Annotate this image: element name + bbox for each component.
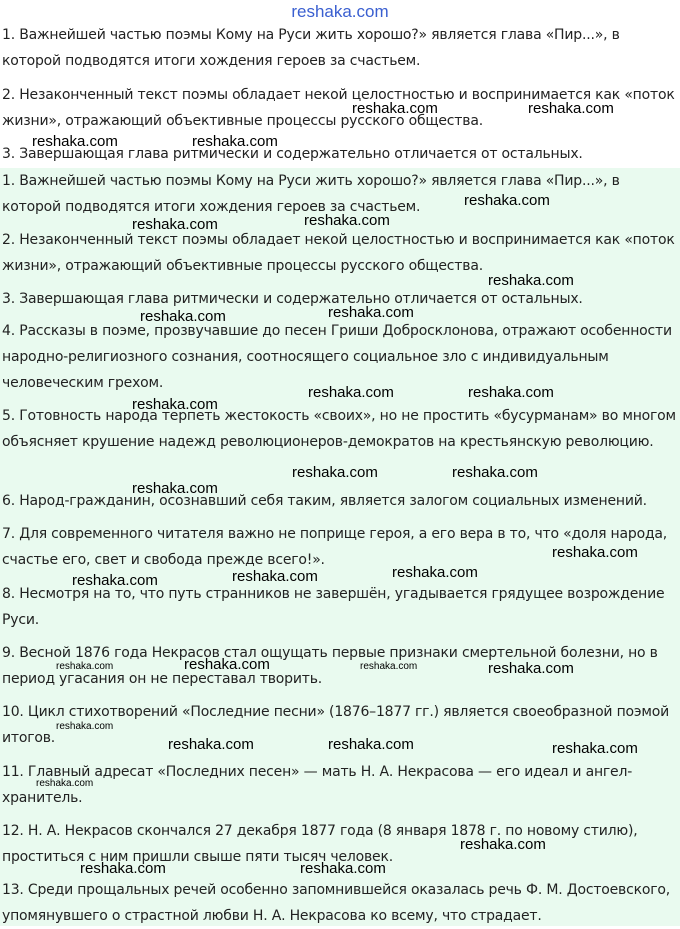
watermark: reshaka.com <box>72 572 158 589</box>
watermark: reshaka.com <box>56 721 114 732</box>
paragraph-6: 6. Народ-гражданин, осознавший себя таким, является залогом социальных изменений. <box>2 493 647 509</box>
watermark: reshaka.com <box>168 736 254 753</box>
watermark: reshaka.com <box>328 736 414 753</box>
watermark: reshaka.com <box>460 836 546 853</box>
watermark: reshaka.com <box>184 656 270 673</box>
watermark: reshaka.com <box>192 133 278 150</box>
watermark: reshaka.com <box>140 308 226 325</box>
watermark: reshaka.com <box>464 192 550 209</box>
paragraph-4: 4. Рассказы в поэме, прозвучавшие до песен Гриши Добросклонова, отражают особенности народно-религиозного сознания, соотносящего социальное зло с индивидуальным человеческим грехом. <box>2 323 672 391</box>
watermark: reshaka.com <box>232 568 318 585</box>
top-paragraph-1: 1. Важнейшей частью поэмы Кому на Руси жить хорошо?» является глава «Пир...», в которой подводятся итоги хождения героев за счастьем. <box>2 27 620 69</box>
paragraph-10: 10. Цикл стихотворений «Последние песни» (1876–1877 гг.) является своеобразной поэмой итогов. <box>2 704 670 746</box>
watermark: reshaka.com <box>488 272 574 289</box>
watermark: reshaka.com <box>308 384 394 401</box>
site-title[interactable]: reshaka.com <box>291 2 389 21</box>
top-paragraph-2: 2. Незаконченный текст поэмы обладает некой целостностью и воспринимается как «поток жизни», отражающий объективные процессы русского общества. <box>2 87 675 129</box>
watermark: reshaka.com <box>132 216 218 233</box>
watermark: reshaka.com <box>528 100 614 117</box>
paragraph-2: 2. Незаконченный текст поэмы обладает некой целостностью и воспринимается как «поток жизни», отражающий объективные процессы русского общества. <box>2 232 675 274</box>
watermark: reshaka.com <box>392 564 478 581</box>
watermark: reshaka.com <box>292 464 378 481</box>
watermark: reshaka.com <box>552 740 638 757</box>
watermark: reshaka.com <box>132 396 218 413</box>
paragraph-13: 13. Среди прощальных речей особенно запомнившейся оказалась речь Ф. М. Достоевского, упомянувшего о страстной любви Н. А. Некрасова ко всему, что страдает. <box>2 882 670 924</box>
watermark: reshaka.com <box>56 661 114 672</box>
watermark: reshaka.com <box>328 304 414 321</box>
watermark: reshaka.com <box>360 661 418 672</box>
paragraph-9: 9. Весной 1876 года Некрасов стал ощущать первые признаки смертельной болезни, но в период угасания он не переставал творить. <box>2 645 658 687</box>
watermark: reshaka.com <box>132 480 218 497</box>
watermark: reshaka.com <box>32 133 118 150</box>
watermark: reshaka.com <box>488 660 574 677</box>
watermark: reshaka.com <box>304 212 390 229</box>
watermark: reshaka.com <box>552 544 638 561</box>
paragraph-3: 3. Завершающая глава ритмически и содержательно отличается от остальных. <box>2 291 583 307</box>
top-paragraph-3: 3. Завершающая глава ритмически и содержательно отличается от остальных. <box>2 146 583 162</box>
watermark: reshaka.com <box>36 778 94 789</box>
paragraph-1: 1. Важнейшей частью поэмы Кому на Руси жить хорошо?» является глава «Пир...», в которой подводятся итоги хождения героев за счастьем. <box>2 173 620 215</box>
paragraph-12: 12. Н. А. Некрасов скончался 27 декабря 1877 года (8 января 1878 г. по новому стилю), проститься с ним пришли свыше пяти тысяч человек. <box>2 823 638 865</box>
watermark: reshaka.com <box>452 464 538 481</box>
paragraph-11: 11. Главный адресат «Последних песен» — мать Н. А. Некрасова — его идеал и ангел-хранитель. <box>2 764 633 806</box>
watermark: reshaka.com <box>468 384 554 401</box>
paragraph-7: 7. Для современного читателя важно не поприще героя, а его вера в то, что «доля народа, счастье его, свет и свобода прежде всего!». <box>2 526 668 568</box>
paragraph-5: 5. Готовность народа терпеть жестокость «своих», но не простить «бусурманам» во многом объясняет крушение надежд революционеров-демократов на крестьянскую революцию. <box>2 408 676 450</box>
watermark: reshaka.com <box>352 100 438 117</box>
watermark: reshaka.com <box>80 860 166 877</box>
watermark: reshaka.com <box>300 860 386 877</box>
paragraph-8: 8. Несмотря на то, что путь странников не завершён, угадывается грядущее возрождение Руси. <box>2 586 665 628</box>
